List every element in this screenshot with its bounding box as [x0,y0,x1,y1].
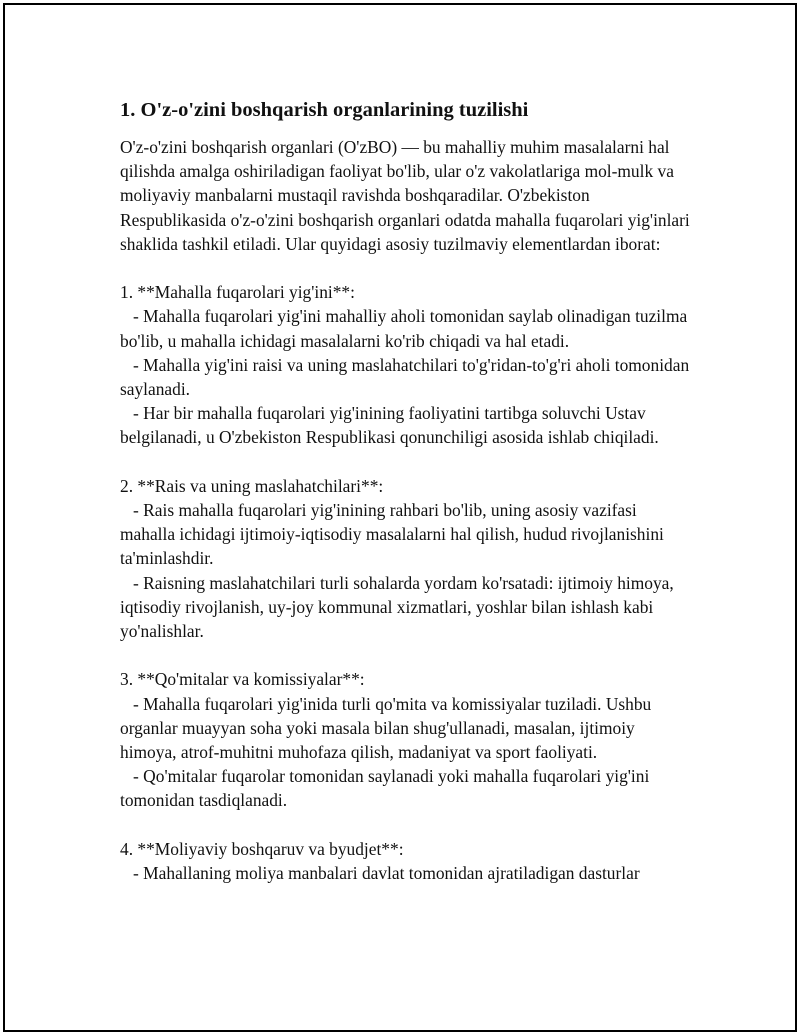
page-frame [3,3,797,1032]
body-text: O'z-o'zini boshqarish organlari (O'zBO) — bu mahalliy muhim masalalarni hal qilishda amalga oshiriladigan faoliyat bo'lib, ular o'z vakolatlariga mol-mulk va moliyaviy manbalarni mustaqil ravishda boshqaradilar. O'zbekiston Respublikasida o'z-o'zini boshqarish organlari odatda mahalla fuqarolari yig'inlari shaklida tashkil etiladi. Ular quyidagi asosiy tuzilmaviy elementlardan iborat: 1. **Mahalla fuqarolari yig'ini**: - Mahalla fuqarolari yig'ini mahalliy aholi tomonidan saylab olinadigan tuzilma bo'lib, u mahalla ichidagi masalalarni ko'rib chiqadi va hal etadi. - Mahalla yig'ini raisi va uning maslahatchilari to'g'ridan-to'g'ri aholi tomonidan saylanadi. - Har bir mahalla fuqarolari yig'inining faoliyatini tartibga soluvchi Ustav belgilanadi, u O'zbekiston Respublikasi qonunchiligi asosida ishlab chiqiladi. 2. **Rais va uning maslahatchilari**: - Rais mahalla fuqarolari yig'inining rahbari bo'lib, uning asosiy vazifasi mahalla ichidagi ijtimoiy-iqtisodiy masalalarni hal qilish, hudud rivojlanishini ta'minlashdir. - Raisning maslahatchilari turli sohalarda yordam ko'rsatadi: ijtimoiy himoya, iqtisodiy rivojlanish, uy-joy kommunal xizmatlari, yoshlar bilan ishlash kabi yo'nalishlar. 3. **Qo'mitalar va komissiyalar**: - Mahalla fuqarolari yig'inida turli qo'mita va komissiyalar tuziladi. Ushbu organlar muayyan soha yoki masala bilan shug'ullanadi, masalan, ijtimoiy himoya, atrof-muhitni muhofaza qilish, madaniyat va sport faoliyati. - Qo'mitalar fuqarolar tomonidan saylanadi yoki mahalla fuqarolari yig'ini tomonidan tasdiqlanadi. 4. **Moliyaviy boshqaruv va byudjet**: - Mahallaning moliya manbalari davlat tomonidan ajratiladigan dasturlar [120,137,690,884]
document-content [120,97,690,885]
section-heading: 1. O'z-o'zini boshqarish organlarining tuzilishi [120,99,529,121]
